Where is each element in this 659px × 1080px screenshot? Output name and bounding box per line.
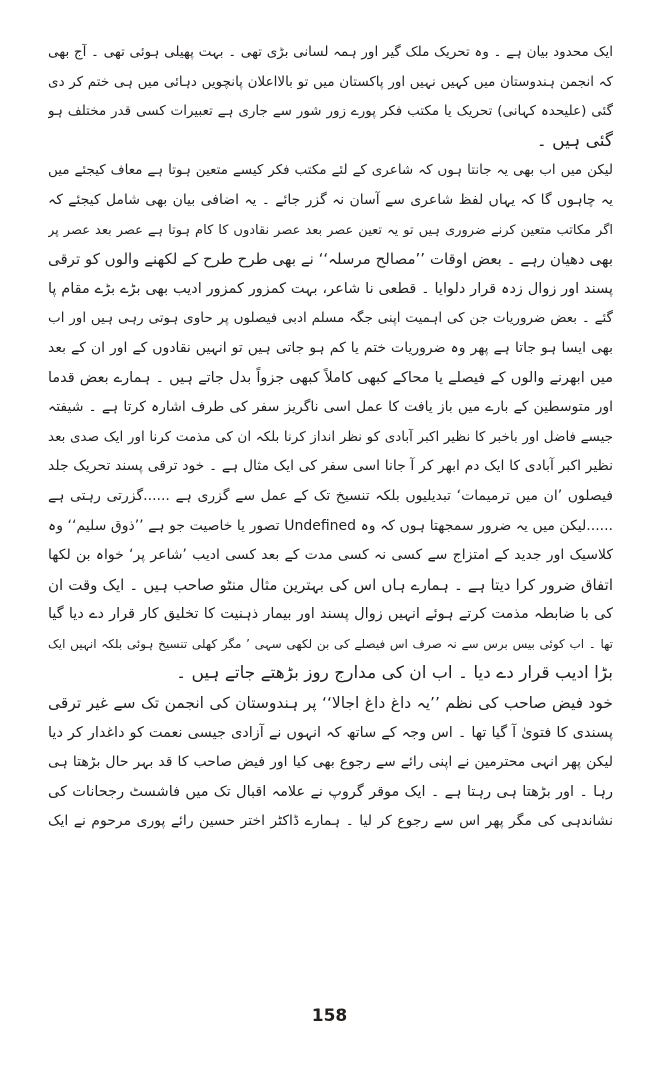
text-line: رہا ۔ اور بڑھتا ہی رہتا ہے ۔ ایک موقر گروپ نے علامہ اقبال تک میں فاشسٹ رجحانات کی — [48, 783, 613, 800]
text-line: یہ چاہوں گا کہ یہاں لفظ شاعری سے آسان نہ گزر جائے ۔ یہ اضافی بیان بھی شامل کیجئے کہ — [48, 191, 613, 208]
text-line: لیکن میں اب بھی یہ جانتا ہوں کہ شاعری کے لئے مکتب فکر کیسے متعین ہوتا ہے معاف کیجئے میں — [48, 162, 613, 179]
text-line: میں ابھرنے والوں کے فیصلے یا محاکے کبھی کاملاً کبھی جزواً بدل جاتے ہیں ۔ ہمارے بعض قدما — [48, 369, 613, 386]
text-line: ......لیکن میں یہ ضرور سمجھتا ہوں کہ وہ Undefined تصور یا خاصیت جو ہے ’’ذوق سلیم‘‘ وہ — [48, 517, 613, 534]
text-line: تھا ۔ اب کوئی بیس برس سے نہ صرف اس فیصلے کی بن لکھی سہی ’ مگر کھلی تنسیخ ہوئی بلکہ انہیں ایک — [48, 636, 613, 651]
text-line: اتفاق ضرور کرا دیتا ہے ۔ ہمارے ہاں اس کی بہترین مثال منٹو صاحب ہیں ۔ ایک وقت ان — [48, 575, 613, 594]
text-line: فیصلوں ’ان میں ترمیمات‘ تبدیلیوں بلکہ تنسیخ تک کے عمل سے گزری ہے ......گزرتی رہتی ہے — [48, 487, 613, 504]
text-line: پسند اور زوال زدہ قرار دلوایا ۔ قطعی نا شاعر، بہت کمزور کمزور ادیب بھی بڑے بڑے مقام پا — [48, 280, 613, 297]
text-line: نشاندہی کی مگر پھر اس سے رجوع کر لیا ۔ ہمارے ڈاکٹر اختر حسین رائے پوری مرحوم نے ایک — [48, 813, 613, 830]
page-number: 158 — [311, 1006, 348, 1026]
text-line: نظیر اکبر آبادی کا ایک دم ابھر کر آ جانا اسی سفر کی ایک مثال ہے ۔ خود ترقی پسند تحریک جلد — [48, 458, 613, 475]
text-line: ایک محدود بیان ہے ۔ وہ تحریک ملک گیر اور ہمہ لسانی بڑی تھی ۔ بہت پھیلی ہوئی تھی ۔ آج بھی — [48, 44, 613, 60]
text-line: پسندی کا فتویٰ آ گیا تھا ۔ اس وجہ کے ساتھ کہ انہوں نے آزادی جیسی نعمت کو داغدار کر دیا — [48, 724, 613, 741]
text-line: خود فیض صاحب کی نظم ’’یہ داغ داغ اجالا‘‘ پر ہندوستان کی انجمن تک سے غیر ترقی — [48, 694, 613, 713]
text-line: کہ انجمن ہندوستان میں کہیں نہیں اور پاکستان میں تو بالااعلان پانچویں دہائی میں ہی ختم کر دی — [48, 73, 613, 90]
text-line: کی با ضابطہ مذمت کرتے ہوئے انہیں زوال پسند اور بیمار ذہنیت کا تخلیق کار قرار دے دیا گیا — [48, 606, 613, 623]
text-line: اور متوسطین کے بارے میں باز یافت کا عمل اسی ناگریز سفر کی طرف اشارہ کرتا ہے ۔ شیفتہ — [48, 399, 613, 416]
text-line: بھی دھیان رہے ۔ بعض اوقات ’’مصالح مرسلہ‘‘ نے بھی طرح طرح کے لکھنے والوں کو ترقی — [48, 250, 613, 269]
text-line: بڑا ادیب قرار دے دیا ۔ اب ان کی مدارج روز بڑھتے جاتے ہیں ۔ — [176, 663, 613, 684]
body-text — [48, 38, 613, 837]
text-line: جیسے فاضل اور باخبر کا نظیر اکبر آبادی کو نظر انداز کرنا بلکہ ان کی مذمت کرنا اور ایک صدی بعد — [48, 428, 613, 445]
text-line: بھی ایسا ہو جاتا ہے پھر وہ ضروریات ختم یا کم ہو جاتی ہیں تو انہیں نقادوں کے اور ان کے بعد — [48, 339, 613, 356]
text-line: کلاسیک اور جدید کے امتزاج سے کسی نہ کسی مدت کے بعد کسی ادیب ’شاعر پر‘ خواہ بن لکھا — [48, 547, 613, 564]
text-line: گئی ہیں ۔ — [536, 130, 613, 151]
text-line: اگر مکاتب متعین کرنے ضروری ہیں تو یہ تعین عصر بعد عصر نقادوں کا کام ہوتا ہے عصر بعد عصر پر — [48, 222, 613, 238]
text-line: گئی (علیحدہ کہانی) تحریک یا مکتب فکر پورے زور شور سے جاری ہے تعبیرات کسی قدر مختلف ہو — [48, 103, 613, 120]
text-line: گئے ۔ بعض ضروریات جن کی اہمیت اپنی جگہ مسلم ادبی فیصلوں پر حاوی ہوتی رہی ہیں اور اب — [48, 310, 613, 327]
text-line: لیکن پھر انہی محترمین نے اپنی رائے سے رجوع بھی کیا اور فیض صاحب کا قد بہر حال بڑھتا ہی — [48, 754, 613, 771]
